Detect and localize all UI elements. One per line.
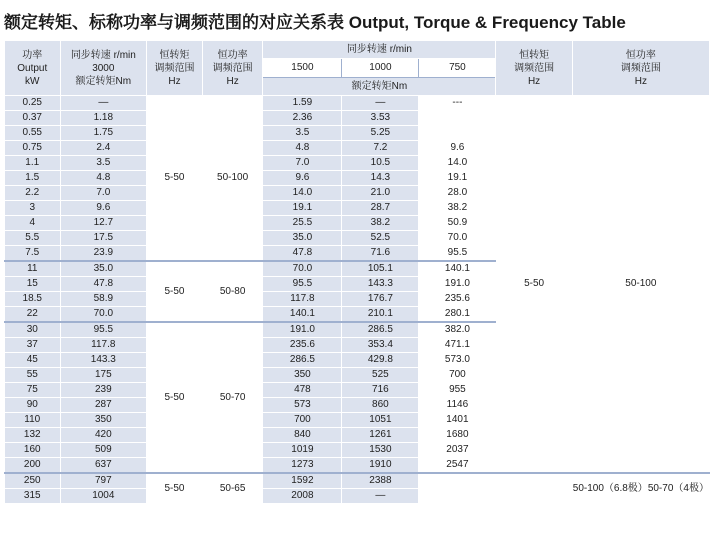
header-sync-speed-3000-line: 同步转速 r/min	[70, 49, 136, 61]
header-ct-range-right	[496, 41, 572, 96]
torque-1500-cell: 9.6	[263, 171, 342, 186]
torque-750-cell	[419, 111, 496, 126]
torque-750-cell: 2037	[419, 443, 496, 458]
output-kw-cell: 3	[5, 201, 61, 216]
torque-1500-cell: 35.0	[263, 231, 342, 246]
torque-3000-cell: 3.5	[60, 156, 147, 171]
torque-1000-cell: 1261	[342, 428, 419, 443]
torque-3000-cell: —	[60, 96, 147, 111]
header-ct-range-right-line: 调频范围	[514, 62, 555, 74]
torque-3000-cell: 1004	[60, 489, 147, 504]
cp-range-cell: 50-70	[202, 322, 263, 473]
torque-3000-cell: 239	[60, 383, 147, 398]
header-sync-speed-3000-line: 额定转矩Nm	[75, 75, 132, 87]
cp-range-cell: 50-65	[202, 473, 263, 504]
header-speed-1500: 1500	[263, 59, 342, 77]
torque-3000-cell: 9.6	[60, 201, 147, 216]
output-kw-cell: 75	[5, 383, 61, 398]
ct-range-cell: 5-50	[147, 322, 203, 473]
torque-1000-cell: 176.7	[342, 292, 419, 307]
table-wrapper	[4, 40, 710, 504]
output-kw-cell: 1.1	[5, 156, 61, 171]
output-kw-cell: 110	[5, 413, 61, 428]
torque-750-cell: 14.0	[419, 156, 496, 171]
header-sync-speed-3000-line: 3000	[92, 62, 115, 74]
torque-750-cell: 140.1	[419, 261, 496, 277]
torque-750-cell: 382.0	[419, 322, 496, 338]
torque-3000-cell: 4.8	[60, 171, 147, 186]
output-kw-cell: 200	[5, 458, 61, 474]
torque-750-cell: 1401	[419, 413, 496, 428]
header-sync-speed-3000	[60, 41, 147, 96]
output-kw-cell: 22	[5, 307, 61, 323]
header-speed-750: 750	[419, 59, 496, 77]
torque-3000-cell: 1.75	[60, 126, 147, 141]
output-kw-cell: 1.5	[5, 171, 61, 186]
table-row	[5, 96, 710, 111]
output-kw-cell: 0.75	[5, 141, 61, 156]
torque-750-cell: 955	[419, 383, 496, 398]
torque-1000-cell: 3.53	[342, 111, 419, 126]
torque-750-cell: 70.0	[419, 231, 496, 246]
ct-range-cell: 5-50	[147, 96, 203, 262]
torque-1500-cell: 286.5	[263, 353, 342, 368]
torque-3000-cell: 35.0	[60, 261, 147, 277]
torque-3000-cell: 7.0	[60, 186, 147, 201]
torque-1500-cell: 350	[263, 368, 342, 383]
header-output-line: Output	[17, 62, 48, 74]
torque-1500-cell: 2.36	[263, 111, 342, 126]
torque-750-cell: 1146	[419, 398, 496, 413]
torque-750-cell: 19.1	[419, 171, 496, 186]
cp-range-cell: 50-100	[202, 96, 263, 262]
torque-3000-cell: 17.5	[60, 231, 147, 246]
output-kw-cell: 0.25	[5, 96, 61, 111]
header-row	[5, 41, 710, 59]
torque-750-cell: 471.1	[419, 338, 496, 353]
torque-1500-cell: 2008	[263, 489, 342, 504]
torque-1000-cell: 1530	[342, 443, 419, 458]
torque-1000-cell: 21.0	[342, 186, 419, 201]
torque-3000-cell: 70.0	[60, 307, 147, 323]
torque-750-cell: 38.2	[419, 201, 496, 216]
torque-750-cell: 95.5	[419, 246, 496, 262]
output-kw-cell: 90	[5, 398, 61, 413]
torque-3000-cell: 58.9	[60, 292, 147, 307]
torque-1000-cell: 1910	[342, 458, 419, 474]
torque-750-cell: 28.0	[419, 186, 496, 201]
torque-1000-cell: 52.5	[342, 231, 419, 246]
cp-range-right-cell: 50-100	[572, 96, 709, 474]
torque-1500-cell: 840	[263, 428, 342, 443]
torque-1500-cell: 700	[263, 413, 342, 428]
torque-1500-cell: 95.5	[263, 277, 342, 292]
header-ct-range-right-line: Hz	[527, 75, 541, 87]
output-torque-frequency-table	[4, 40, 710, 504]
torque-3000-cell: 797	[60, 473, 147, 489]
torque-1500-cell: 7.0	[263, 156, 342, 171]
torque-1500-cell: 14.0	[263, 186, 342, 201]
table-row	[5, 473, 710, 489]
header-cp-range-right	[572, 41, 709, 96]
torque-750-cell: 2547	[419, 458, 496, 474]
torque-1000-cell: 860	[342, 398, 419, 413]
output-kw-cell: 30	[5, 322, 61, 338]
header-cp-range	[202, 41, 263, 96]
torque-750-cell	[419, 473, 496, 489]
torque-1000-cell: 5.25	[342, 126, 419, 141]
torque-3000-cell: 175	[60, 368, 147, 383]
torque-750-cell: 573.0	[419, 353, 496, 368]
torque-3000-cell: 12.7	[60, 216, 147, 231]
page-title: 额定转矩、标称功率与调频范围的对应关系表 Output, Torque & Frequency Table	[4, 13, 626, 32]
torque-1500-cell: 573	[263, 398, 342, 413]
torque-750-cell: 700	[419, 368, 496, 383]
torque-1000-cell: 71.6	[342, 246, 419, 262]
torque-3000-cell: 23.9	[60, 246, 147, 262]
torque-750-cell: 191.0	[419, 277, 496, 292]
torque-750-cell	[419, 489, 496, 504]
torque-3000-cell: 117.8	[60, 338, 147, 353]
torque-1000-cell: 14.3	[342, 171, 419, 186]
torque-1000-cell: 210.1	[342, 307, 419, 323]
header-cp-range-line: 恒功率	[217, 49, 248, 61]
header-output-line: kW	[25, 75, 40, 87]
torque-1500-cell: 117.8	[263, 292, 342, 307]
torque-1000-cell: 105.1	[342, 261, 419, 277]
torque-1500-cell: 1.59	[263, 96, 342, 111]
output-kw-cell: 45	[5, 353, 61, 368]
torque-3000-cell: 420	[60, 428, 147, 443]
ct-range-right-cell: 5-50	[496, 96, 572, 474]
header-cp-range-right-line: Hz	[634, 75, 647, 87]
torque-1000-cell: 2388	[342, 473, 419, 489]
torque-3000-cell: 637	[60, 458, 147, 474]
torque-750-cell: 9.6	[419, 141, 496, 156]
torque-3000-cell: 47.8	[60, 277, 147, 292]
torque-3000-cell: 1.18	[60, 111, 147, 126]
torque-1000-cell: 525	[342, 368, 419, 383]
header-ct-range-line: 调频范围	[154, 62, 195, 74]
output-kw-cell: 7.5	[5, 246, 61, 262]
torque-1000-cell: —	[342, 489, 419, 504]
torque-1000-cell: 143.3	[342, 277, 419, 292]
cp-range-cell: 50-80	[202, 261, 263, 322]
header-ct-range-line: Hz	[168, 75, 181, 87]
torque-1000-cell: 10.5	[342, 156, 419, 171]
torque-1000-cell: 38.2	[342, 216, 419, 231]
torque-1500-cell: 3.5	[263, 126, 342, 141]
torque-750-cell: ---	[419, 96, 496, 111]
cp-range-right-last-cell	[572, 473, 709, 504]
torque-1000-cell: 1051	[342, 413, 419, 428]
torque-1500-cell: 140.1	[263, 307, 342, 323]
output-kw-cell: 160	[5, 443, 61, 458]
output-kw-cell: 11	[5, 261, 61, 277]
header-cp-range-right-line: 恒功率	[625, 49, 656, 61]
header-output	[5, 41, 61, 96]
torque-3000-cell: 95.5	[60, 322, 147, 338]
ct-range-cell: 5-50	[147, 261, 203, 322]
torque-3000-cell: 2.4	[60, 141, 147, 156]
torque-1500-cell: 478	[263, 383, 342, 398]
output-kw-cell: 4	[5, 216, 61, 231]
torque-1500-cell: 1273	[263, 458, 342, 474]
torque-1000-cell: 353.4	[342, 338, 419, 353]
output-kw-cell: 2.2	[5, 186, 61, 201]
torque-1000-cell: 286.5	[342, 322, 419, 338]
header-cp-range-line: 调频范围	[212, 62, 253, 74]
torque-1500-cell: 1592	[263, 473, 342, 489]
header-sync-speed: 同步转速 r/min	[263, 41, 496, 59]
torque-750-cell: 235.6	[419, 292, 496, 307]
header-speed-1000: 1000	[342, 59, 419, 77]
torque-1500-cell: 191.0	[263, 322, 342, 338]
torque-3000-cell: 509	[60, 443, 147, 458]
torque-1000-cell: 28.7	[342, 201, 419, 216]
torque-1500-cell: 70.0	[263, 261, 342, 277]
torque-750-cell: 50.9	[419, 216, 496, 231]
header-output-line: 功率	[22, 49, 43, 61]
torque-1000-cell: —	[342, 96, 419, 111]
cp-range-right-last-cell-line: 50-100（6.8极）	[572, 482, 648, 494]
torque-1500-cell: 47.8	[263, 246, 342, 262]
torque-750-cell	[419, 126, 496, 141]
torque-3000-cell: 287	[60, 398, 147, 413]
output-kw-cell: 0.55	[5, 126, 61, 141]
output-kw-cell: 5.5	[5, 231, 61, 246]
header-rated-torque: 额定转矩Nm	[263, 77, 496, 95]
torque-1500-cell: 1019	[263, 443, 342, 458]
output-kw-cell: 18.5	[5, 292, 61, 307]
header-ct-range-line: 恒转矩	[159, 49, 190, 61]
torque-750-cell: 280.1	[419, 307, 496, 323]
output-kw-cell: 132	[5, 428, 61, 443]
ct-range-cell: 5-50	[147, 473, 203, 504]
output-kw-cell: 37	[5, 338, 61, 353]
header-cp-range-line: Hz	[226, 75, 239, 87]
torque-1500-cell: 4.8	[263, 141, 342, 156]
output-kw-cell: 315	[5, 489, 61, 504]
torque-3000-cell: 143.3	[60, 353, 147, 368]
output-kw-cell: 0.37	[5, 111, 61, 126]
cp-range-right-last-cell-line: 50-70（4极）	[647, 482, 709, 494]
ct-range-right-last-cell	[496, 473, 572, 504]
output-kw-cell: 250	[5, 473, 61, 489]
header-ct-range	[147, 41, 203, 96]
torque-1000-cell: 429.8	[342, 353, 419, 368]
header-ct-range-right-line: 恒转矩	[519, 49, 550, 61]
torque-1000-cell: 716	[342, 383, 419, 398]
torque-1500-cell: 235.6	[263, 338, 342, 353]
output-kw-cell: 15	[5, 277, 61, 292]
torque-3000-cell: 350	[60, 413, 147, 428]
torque-750-cell: 1680	[419, 428, 496, 443]
torque-1500-cell: 19.1	[263, 201, 342, 216]
header-cp-range-right-line: 调频范围	[620, 62, 661, 74]
output-kw-cell: 55	[5, 368, 61, 383]
torque-1000-cell: 7.2	[342, 141, 419, 156]
torque-1500-cell: 25.5	[263, 216, 342, 231]
